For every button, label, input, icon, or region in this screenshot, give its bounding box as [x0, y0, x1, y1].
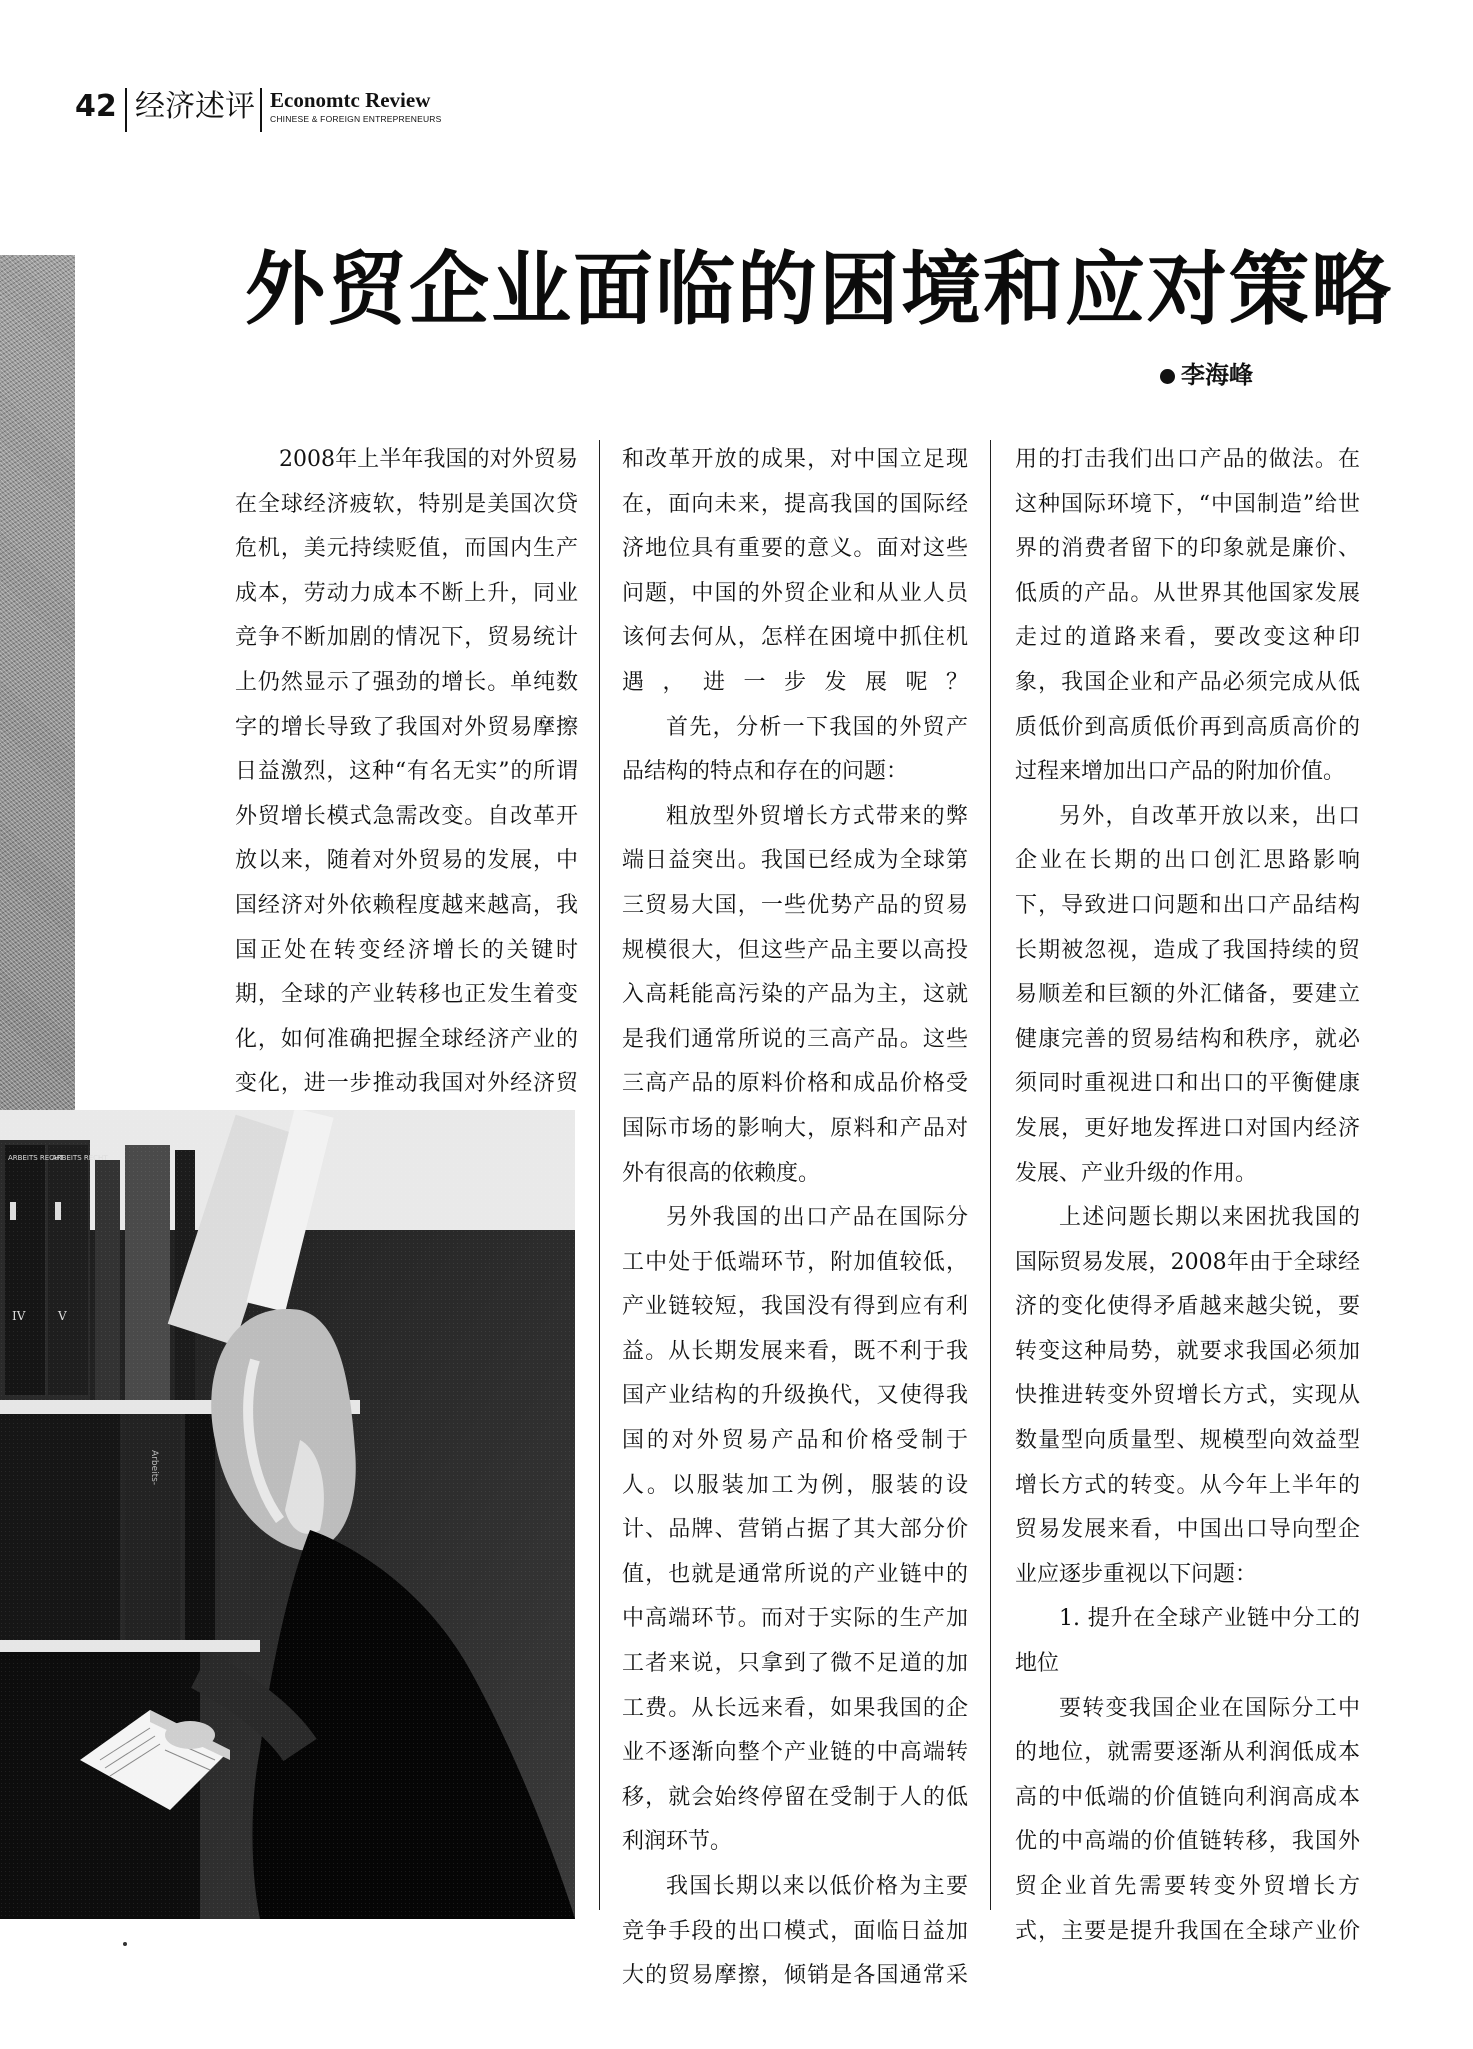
paragraph: 2008年上半年我国的对外贸易在全球经济疲软，特别是美国次贷危机，美元持续贬值，而国内生产成本，劳动力成本不断上升，同业竞争不断加剧的情况下，贸易统计上仍然显示了强劲的增长。单纯数字的增长导致了我国对外贸易摩擦日益激烈，这种“有名无实”的所谓外贸增长模式急需改变。自改革开放以来，随着对外贸易的发展，中国经济对外依赖程度越来越高，我国正处在转变经济增长的关键时期，全球的产业转移也正发生着变化，如何准确把握全球经济产业的变化，进一步推动我国对外经济贸: [235, 447, 578, 1097]
footer-mark: [123, 1942, 127, 1946]
paragraph: 另外我国的出口产品在国际分工中处于低端环节，附加值较低，产业链较短，我国没有得到应有利益。从长期发展来看，既不利于我国产业结构的升级换代，又使得我国的对外贸易产品和价格受制于人。以服装加工为例，服装的设计、品牌、营销占据了其大部分价值，也就是通常所说的产业链中的中高端环节。而对于实际的生产加工者来说，只拿到了微不足道的加工费。从长远来看，如果我国的企业不逐渐向整个产业链的中高端转移，就会始终停留在受制于人的低利润环节。: [622, 1205, 968, 1855]
photo-grain: [0, 1110, 575, 1919]
section-title-en: Economtc Review: [270, 88, 431, 112]
page-number: 42: [75, 89, 117, 124]
magazine-name: CHINESE & FOREIGN ENTREPRENEURS: [270, 114, 442, 124]
paragraph: 首先，分析一下我国的外贸产品结构的特点和存在的问题：: [622, 714, 968, 785]
paragraph: 用的打击我们出口产品的做法。在这种国际环境下，“中国制造”给世界的消费者留下的印象就是廉价、低质的产品。从世界其他国家发展走过的道路来看，要改变这种印象，我国企业和产品必须完成从低质低价到高质低价再到高质高价的过程来增加出口产品的附加价值。: [1015, 447, 1360, 785]
paragraph: 要转变我国企业在国际分工中的地位，就需要逐渐从利润低成本高的中低端的价值链向利润高成本优的中高端的价值链转移，我国外贸企业首先需要转变外贸增长方式，主要是提升我国在全球产业价: [1015, 1695, 1360, 1944]
decorative-strip: [0, 255, 75, 1112]
paragraph: 上述问题长期以来困扰我国的国际贸易发展，2008年由于全球经济的变化使得矛盾越来越尖锐，要转变这种局势，就要求我国必须加快推进转变外贸增长方式，实现从数量型向质量型、规模型向效益型增长方式的转变。从今年上半年的贸易发展来看，中国出口导向型企业应逐步重视以下问题：: [1015, 1205, 1360, 1587]
header-divider: [260, 88, 262, 132]
column-divider: [599, 440, 600, 1910]
article-column-3: [1015, 438, 1360, 1954]
author-name: 李海峰: [1181, 361, 1253, 389]
section-title-cn: 经济述评: [135, 89, 255, 124]
paragraph: 粗放型外贸增长方式带来的弊端日益突出。我国已经成为全球第三贸易大国，一些优势产品的贸易规模很大，但这些产品主要以高投入高耗能高污染的产品为主，这就是我们通常所说的三高产品。这些三高产品的原料价格和成品价格受国际市场的影响大，原料和产品对外有很高的依赖度。: [622, 803, 968, 1186]
paragraph: 和改革开放的成果，对中国立足现在，面向未来，提高我国的国际经济地位具有重要的意义。面对这些问题，中国的外贸企业和从业人员该何去何从，怎样在困境中抓住机遇，进一步发展呢？: [622, 447, 968, 695]
article-column-1: [235, 438, 578, 1152]
paragraph: 我国长期以来以低价格为主要竞争手段的出口模式，面临日益加大的贸易摩擦，倾销是各国通常采: [622, 1874, 968, 1989]
bullet-icon: [1160, 369, 1175, 384]
article-author: [1160, 355, 1253, 390]
article-column-2: [622, 438, 968, 1999]
column-divider: [990, 440, 991, 1910]
article-title: 外贸企业面临的困境和应对策略: [245, 243, 1393, 336]
section-heading: 1. 提升在全球产业链中分工的地位: [1015, 1606, 1360, 1677]
photo-student-reading: [0, 1110, 575, 1919]
paragraph: 另外，自改革开放以来，出口企业在长期的出口创汇思路影响下，导致进口问题和出口产品结构长期被忽视，造成了我国持续的贸易顺差和巨额的外汇储备，要建立健康完善的贸易结构和秩序，就必须同时重视进口和出口的平衡健康发展，更好地发挥进口对国内经济发展、产业升级的作用。: [1015, 803, 1360, 1186]
header-divider: [125, 88, 127, 132]
